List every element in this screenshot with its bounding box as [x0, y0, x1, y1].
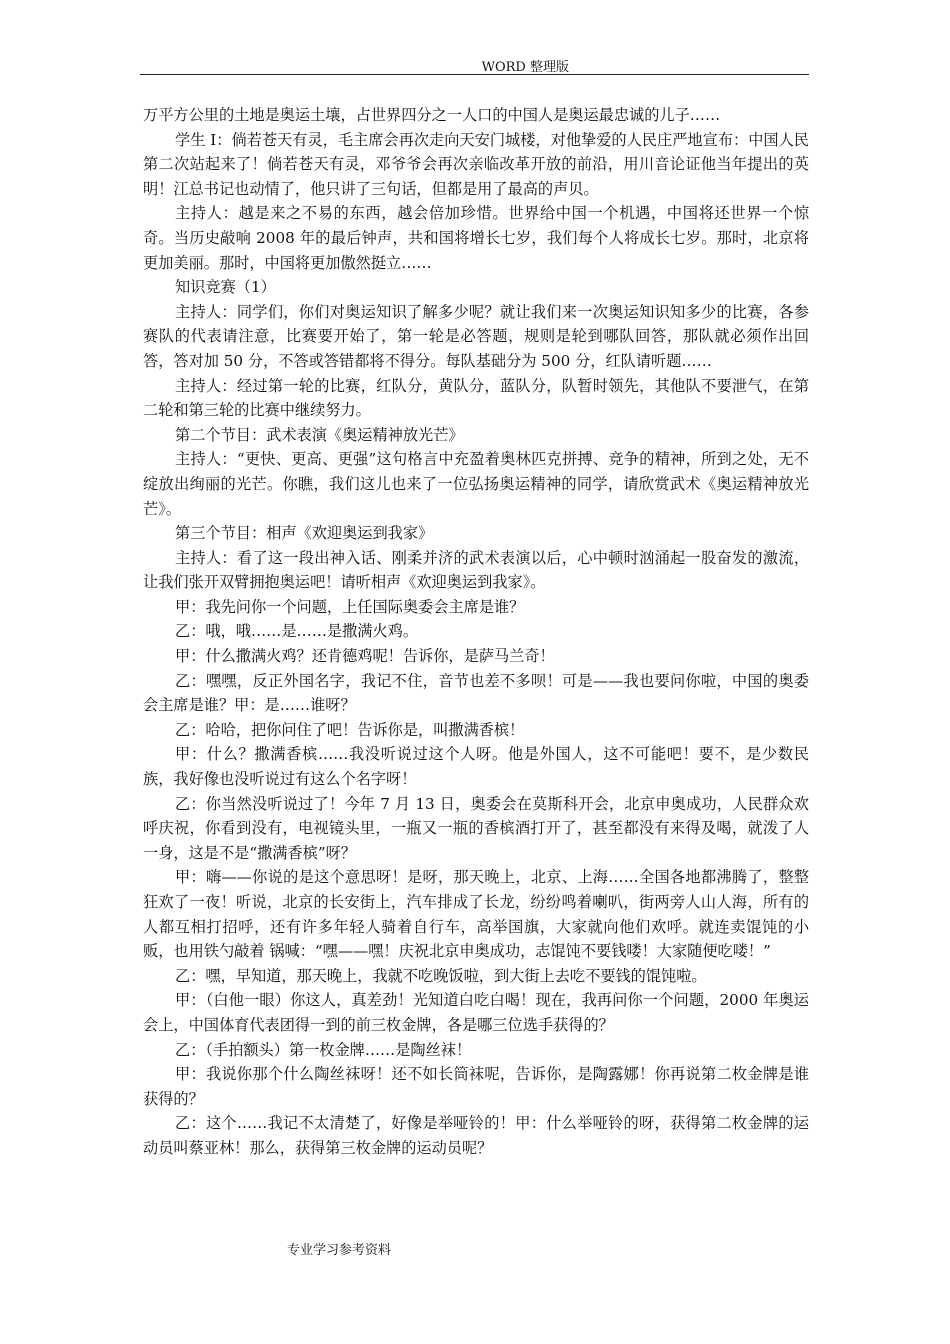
dialogue-line: 甲：什么撒满火鸡？还肯德鸡呢！告诉你，是萨马兰奇！	[175, 647, 555, 666]
page-footer: 专业学习参考资料	[287, 1243, 392, 1258]
dialogue-line: 乙：嘿，早知道，那天晚上，我就不吃晚饭啦，到大街上去吃不要钱的馄饨啦。	[175, 966, 707, 985]
paragraph: 主持人：同学们，你们对奥运知识了解多少呢？就让我们来一次奥运知识知多少的比赛，各参赛队的代表请注意，比赛要开始了，第一轮是必答题，规则是轮到哪队回答，那队就必须作出回答，答对加 50 分，不答或答错都将不得分。每队基础分为 500 分，红队请听题……	[143, 302, 809, 370]
page-header	[140, 54, 809, 75]
dialogue-line: 甲：我先问你一个问题，上任国际奥委会主席是谁？	[175, 597, 525, 616]
dialogue-line: 甲：我说你那个什么陶丝袜呀！还不如长筒袜呢，告诉你，是陶露娜！你再说第二枚金牌是谁获得的？	[143, 1065, 809, 1108]
dialogue-line: 乙：哦，哦……是……是撒满火鸡。	[175, 622, 418, 641]
paragraph: 学生 I：倘若苍天有灵，毛主席会再次走向天安门城楼，对他挚爱的人民庄严地宣布：中国人民第二次站起来了！倘若苍天有灵，邓爷爷会再次亲临改革开放的前沿，用川音论证他当年提出的英明！江总书记也动情了，他只讲了三句话，但都是用了最高的声贝。	[143, 130, 809, 198]
dialogue-line: 乙：你当然没听说过了！今年 7 月 13 日，奥委会在莫斯科开会，北京申奥成功，人民群众欢呼庆祝，你看到没有，电视镜头里，一瓶又一瓶的香槟酒打开了，甚至都没有来得及喝，就泼了人一身，这是不是“撒满香槟”呀？	[143, 794, 809, 862]
dialogue-line: 甲：（白他一眼）你这人，真差劲！光知道白吃白喝！现在，我再问你一个问题，2000 年奥运会上，中国体育代表团得一到的前三枚金牌，各是哪三位选手获得的？	[143, 991, 809, 1034]
dialogue-line: 甲：嗨——你说的是这个意思呀！是呀，那天晚上，北京、上海……全国各地都沸腾了，整整狂欢了一夜！听说，北京的长安街上，汽车排成了长龙，纷纷鸣着喇叭，街两旁人山人海，所有的人都互相打招呼，还有许多年轻人骑着自行车，高举国旗，大家就向他们欢呼。就连卖馄饨的小贩，也用铁勺敲着 锅喊：“嘿——嘿！庆祝北京申奥成功，志馄饨不要钱喽！大家随便吃喽！”	[143, 868, 809, 961]
paragraph: 主持人：“更快、更高、更强”这句格言中充盈着奥林匹克拼搏、竞争的精神，所到之处，无不绽放出绚丽的光芒。你瞧，我们这儿也来了一位弘扬奥运精神的同学，请欣赏武术《奥运精神放光芒》。	[143, 450, 809, 518]
paragraph: 万平方公里的土地是奥运土壤，占世界四分之一人口的中国人是奥运最忠诚的儿子……	[143, 106, 721, 124]
dialogue-line: 甲：什么？撒满香槟……我没听说过这个人呀。他是外国人，这不可能吧！要不，是少数民族，我好像也没听说过有这么个名字呀！	[143, 745, 809, 789]
paragraph: 主持人：经过第一轮的比赛，红队分，黄队分，蓝队分，队暂时领先，其他队不要泄气，在第二轮和第三轮的比赛中继续努力。	[143, 376, 809, 420]
document-body	[143, 103, 809, 1161]
paragraph: 主持人：越是来之不易的东西，越会倍加珍惜。世界给中国一个机遇，中国将还世界一个惊奇。当历史敲响 2008 年的最后钟声，共和国将增长七岁，我们每个人将成长七岁。那时，北京将更加美丽。那时，中国将更加傲然挺立……	[143, 204, 809, 272]
dialogue-line: 乙：这个……我记不太清楚了，好像是举哑铃的！甲：什么举哑铃的呀，获得第二枚金牌的运动员叫蔡亚林！那么，获得第三枚金牌的运动员呢？	[143, 1114, 809, 1157]
dialogue-line: 乙：哈哈，把你问住了吧！告诉你是，叫撒满香槟！	[175, 720, 525, 739]
section-heading: 第二个节目：武术表演《奥运精神放光芒》	[175, 425, 464, 444]
dialogue-line: 乙：（手拍额头）第一枚金牌……是陶丝袜！	[175, 1040, 472, 1059]
header-title: WORD 整理版	[481, 60, 569, 75]
section-heading: 知识竞赛（1）	[175, 278, 276, 297]
paragraph: 主持人：看了这一段出神入话、刚柔并济的武术表演以后，心中顿时汹涌起一股奋发的激流，让我们张开双臂拥抱奥运吧！请听相声《欢迎奥运到我家》。	[143, 548, 809, 592]
section-heading: 第三个节目：相声《欢迎奥运到我家》	[175, 524, 434, 543]
dialogue-line: 乙：嘿嘿，反正外国名字，我记不住，音节也差不多呗！可是——我也要问你啦，中国的奥委会主席是谁？甲：是……谁呀？	[143, 671, 809, 715]
